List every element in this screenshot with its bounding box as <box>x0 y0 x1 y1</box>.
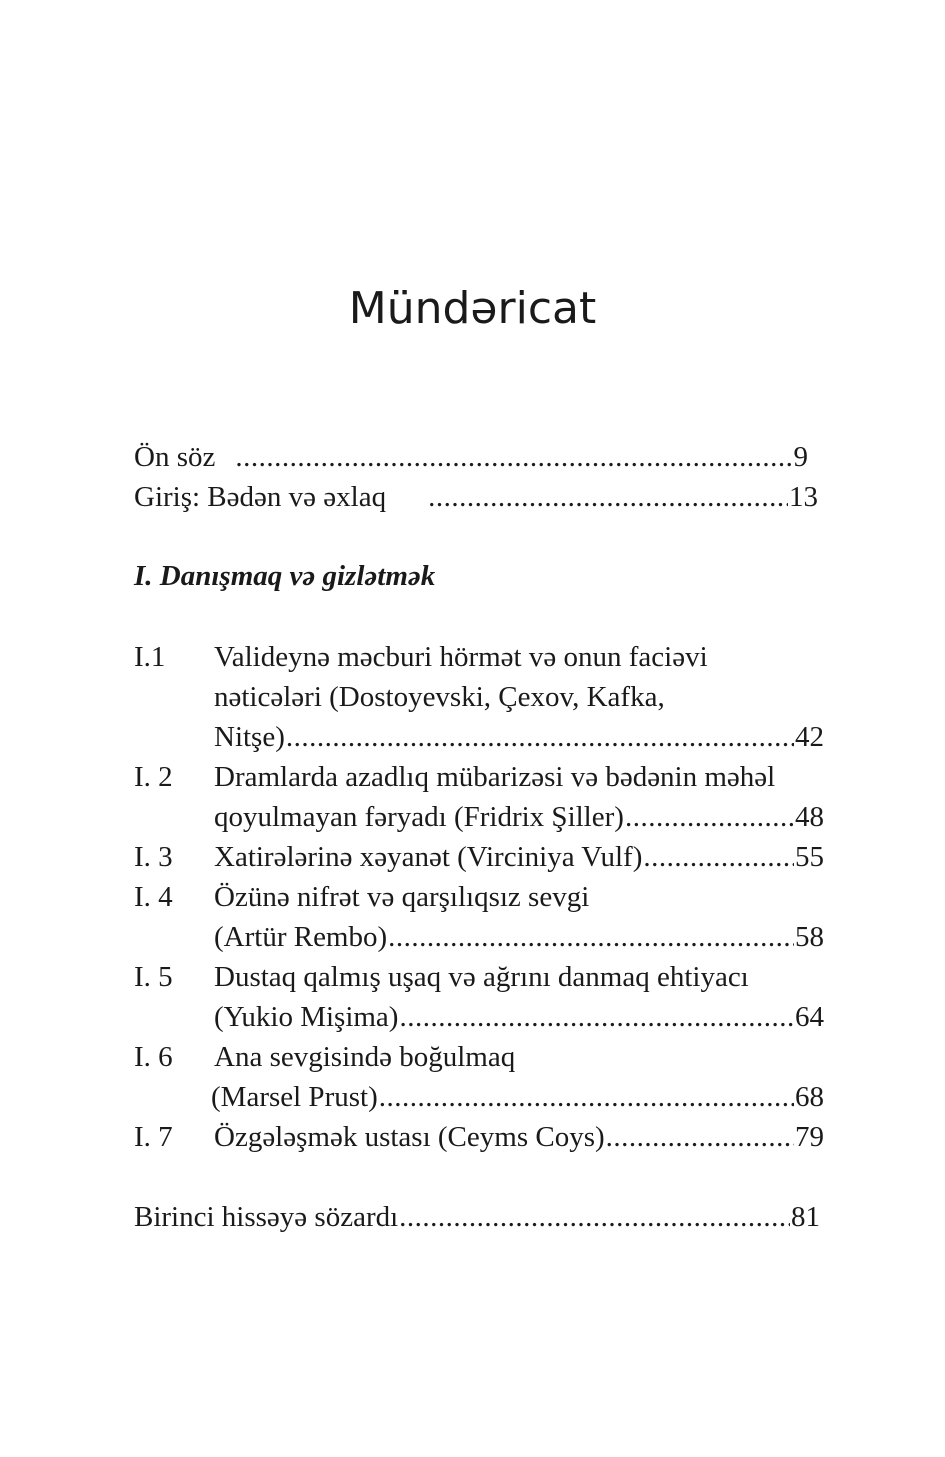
chapter-title-line: Özünə nifrət və qarşılıqsız sevgi <box>214 881 590 913</box>
chapter-title-end: qoyulmayan fəryadı (Fridrix Şiller) <box>214 801 624 833</box>
chapter-title-end: (Artür Rembo) <box>214 921 388 953</box>
toc-entry-page: 9 <box>793 441 808 473</box>
toc-entry-page: 13 <box>789 481 818 513</box>
chapter-title-end: (Yukio Mişima) <box>214 1001 399 1033</box>
dot-leader <box>286 717 794 757</box>
chapter-page: 48 <box>795 801 824 833</box>
chapter-page: 79 <box>795 1121 824 1153</box>
chapter-title-line: Dustaq qalmış uşaq və ağrını danmaq ehtiyacı <box>214 961 749 993</box>
chapter-last-line <box>214 797 824 837</box>
toc-entry-introduction[interactable] <box>134 477 818 517</box>
chapter-page: 42 <box>795 721 824 753</box>
chapter-page: 58 <box>795 921 824 953</box>
chapter-number: I. 7 <box>134 1121 173 1153</box>
chapter-number: I.1 <box>134 641 166 673</box>
dot-leader <box>399 997 794 1037</box>
dot-leader <box>399 1197 790 1237</box>
toc-entry-afterword[interactable] <box>134 1197 820 1237</box>
section-heading: I. Danışmaq və gizlətmək <box>134 560 436 592</box>
chapter-page: 55 <box>795 841 824 873</box>
chapter-title-line: Ana sevgisində boğulmaq <box>214 1041 516 1073</box>
chapter-page: 64 <box>795 1001 824 1033</box>
chapter-number: I. 4 <box>134 881 173 913</box>
chapter-title-line: nəticələri (Dostoyevski, Çexov, Kafka, <box>214 681 665 713</box>
chapter-page: 68 <box>795 1081 824 1113</box>
dot-leader <box>606 1117 794 1157</box>
chapter-last-line <box>214 717 824 757</box>
chapter-title-end: Xatirələrinə xəyanət (Virciniya Vulf) <box>214 841 643 873</box>
chapter-title-end: (Marsel Prust) <box>211 1081 378 1113</box>
dot-leader <box>625 797 794 837</box>
chapter-last-line <box>214 837 824 877</box>
dot-leader <box>379 1077 794 1117</box>
chapter-number: I. 5 <box>134 961 173 993</box>
dot-leader <box>235 437 792 477</box>
dot-leader <box>428 477 788 517</box>
dot-leader <box>388 917 794 957</box>
chapter-number: I. 2 <box>134 761 173 793</box>
chapter-last-line <box>214 917 824 957</box>
toc-entry-page: 81 <box>791 1201 820 1233</box>
chapter-title-line: Dramlarda azadlıq mübarizəsi və bədənin məhəl <box>214 761 776 793</box>
chapter-title-end: Nitşe) <box>214 721 285 753</box>
chapter-title-line: Valideynə məcburi hörmət və onun faciəvi <box>214 641 708 673</box>
chapter-number: I. 3 <box>134 841 173 873</box>
chapter-last-line <box>214 997 824 1037</box>
page-title: Mündəricat <box>348 283 597 334</box>
toc-entry-label: Giriş: Bədən və əxlaq <box>134 481 387 513</box>
chapter-last-line <box>214 1117 824 1157</box>
chapter-title-end: Özgələşmək ustası (Ceyms Coys) <box>214 1121 605 1153</box>
toc-entry-preface[interactable] <box>134 437 808 477</box>
chapter-last-line <box>211 1077 824 1117</box>
toc-entry-label: Birinci hissəyə sözardı <box>134 1201 399 1233</box>
toc-entry-label: Ön söz <box>134 441 216 473</box>
chapter-number: I. 6 <box>134 1041 173 1073</box>
dot-leader <box>643 837 794 877</box>
